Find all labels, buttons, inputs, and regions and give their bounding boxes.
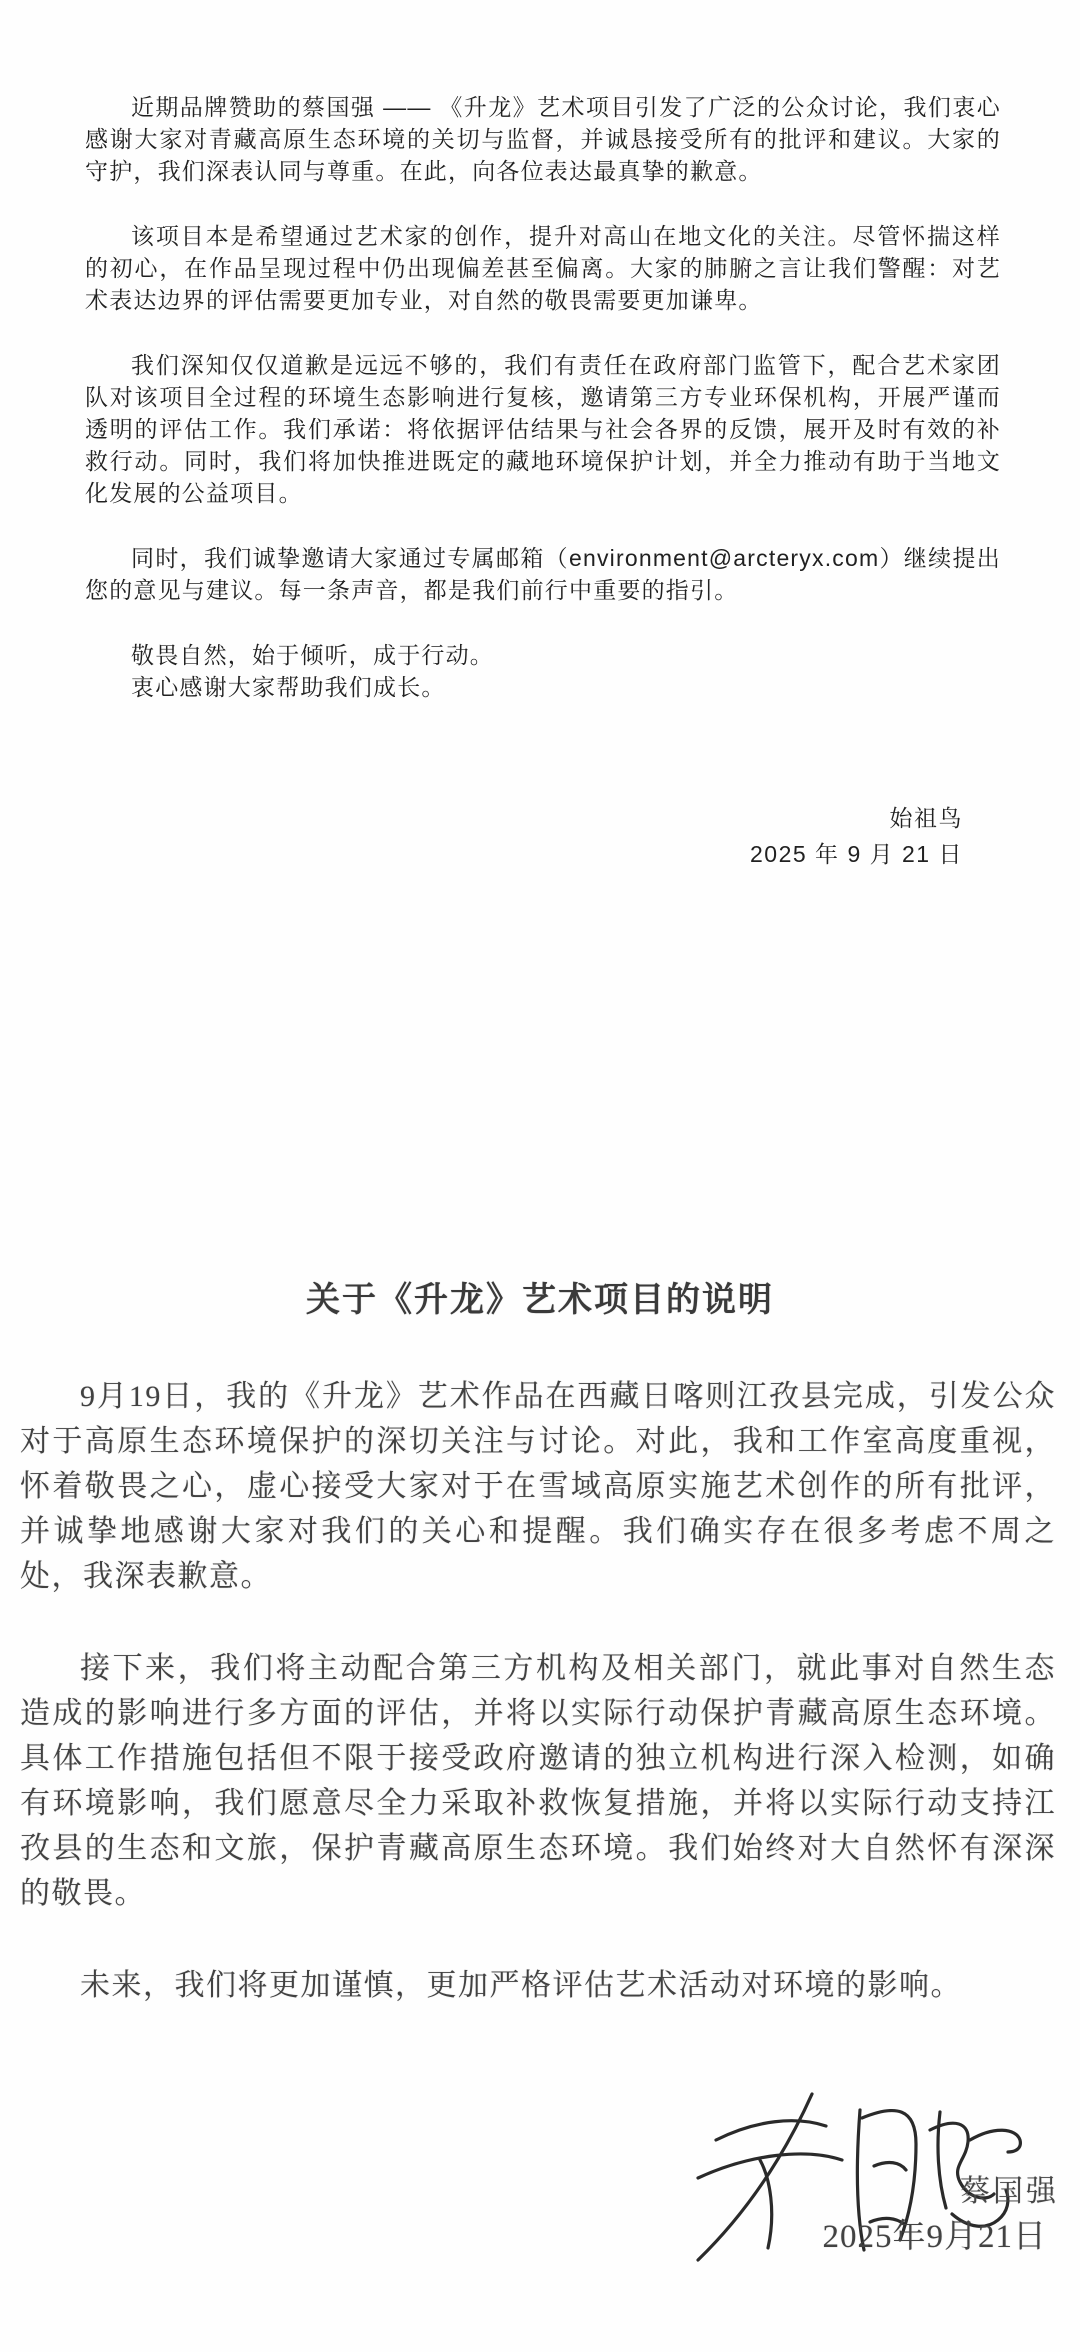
artist-statement-date: 2025年9月21日 — [822, 2219, 1047, 2255]
artist-statement-body — [0, 1374, 1080, 2008]
artist-signer-name: 蔡国强 — [960, 2175, 1059, 2208]
artist-paragraph-1: 9月19日，我的《升龙》艺术作品在西藏日喀则江孜县完成，引发公众对于高原生态环境保护的深切关注与讨论。对此，我和工作室高度重视，怀着敬畏之心，虚心接受大家对于在雪域高原实施艺术创作的所有批评，并诚挚地感谢大家对我们的关心和提醒。我们确实存在很多考虑不周之处，我深表歉意。 — [20, 1380, 1056, 1593]
brand-paragraph-3: 我们深知仅仅道歉是远远不够的，我们有责任在政府部门监管下，配合艺术家团队对该项目全过程的环境生态影响进行复核，邀请第三方专业环保机构，开展严谨而透明的评估工作。我们承诺：将依据评估结果与社会各界的反馈，展开及时有效的补救行动。同时，我们将加快推进既定的藏地环境保护计划，并全力推动有助于当地文化发展的公益项目。 — [85, 352, 1001, 506]
brand-statement — [85, 91, 1001, 872]
brand-signer-name: 始祖鸟 — [889, 805, 963, 831]
artist-statement — [0, 1281, 1080, 2055]
brand-paragraph-4-with-email: 同时，我们诚挚邀请大家通过专属邮箱（environment@arcteryx.com）继续提出您的意见与建议。每一条声音，都是我们前行中重要的指引。 — [85, 545, 1001, 603]
brand-statement-date: 2025 年 9 月 21 日 — [750, 841, 963, 867]
brand-signature-block — [85, 800, 1001, 872]
brand-paragraph-2: 该项目本是希望通过艺术家的创作，提升对高山在地文化的关注。尽管怀揣这样的初心，在作品呈现过程中仍出现偏差甚至偏离。大家的肺腑之言让我们警醒：对艺术表达边界的评估需要更加专业，对自然的敬畏需要更加谦卑。 — [85, 223, 1001, 313]
artist-statement-title: 关于《升龙》艺术项目的说明 — [306, 1282, 774, 1319]
brand-closing-line-1: 敬畏自然，始于倾听，成于行动。 — [131, 642, 494, 668]
artist-paragraph-2: 接下来，我们将主动配合第三方机构及相关部门，就此事对自然生态造成的影响进行多方面的评估，并将以实际行动保护青藏高原生态环境。具体工作措施包括但不限于接受政府邀请的独立机构进行深入检测，如确有环境影响，我们愿意尽全力采取补救恢复措施，并将以实际行动支持江孜县的生态和文旅，保护青藏高原生态环境。我们始终对大自然怀有深深的敬畏。 — [20, 1652, 1056, 1910]
brand-paragraph-1: 近期品牌赞助的蔡国强 —— 《升龙》艺术项目引发了广泛的公众讨论，我们衷心感谢大家对青藏高原生态环境的关切与监督，并诚恳接受所有的批评和建议。大家的守护，我们深表认同与尊重。在此，向各位表达最真挚的歉意。 — [85, 94, 1001, 184]
brand-closing-line-2: 衷心感谢大家帮助我们成长。 — [131, 674, 446, 700]
artist-paragraph-3: 未来，我们将更加谨慎，更加严格评估艺术活动对环境的影响。 — [80, 1969, 962, 2002]
